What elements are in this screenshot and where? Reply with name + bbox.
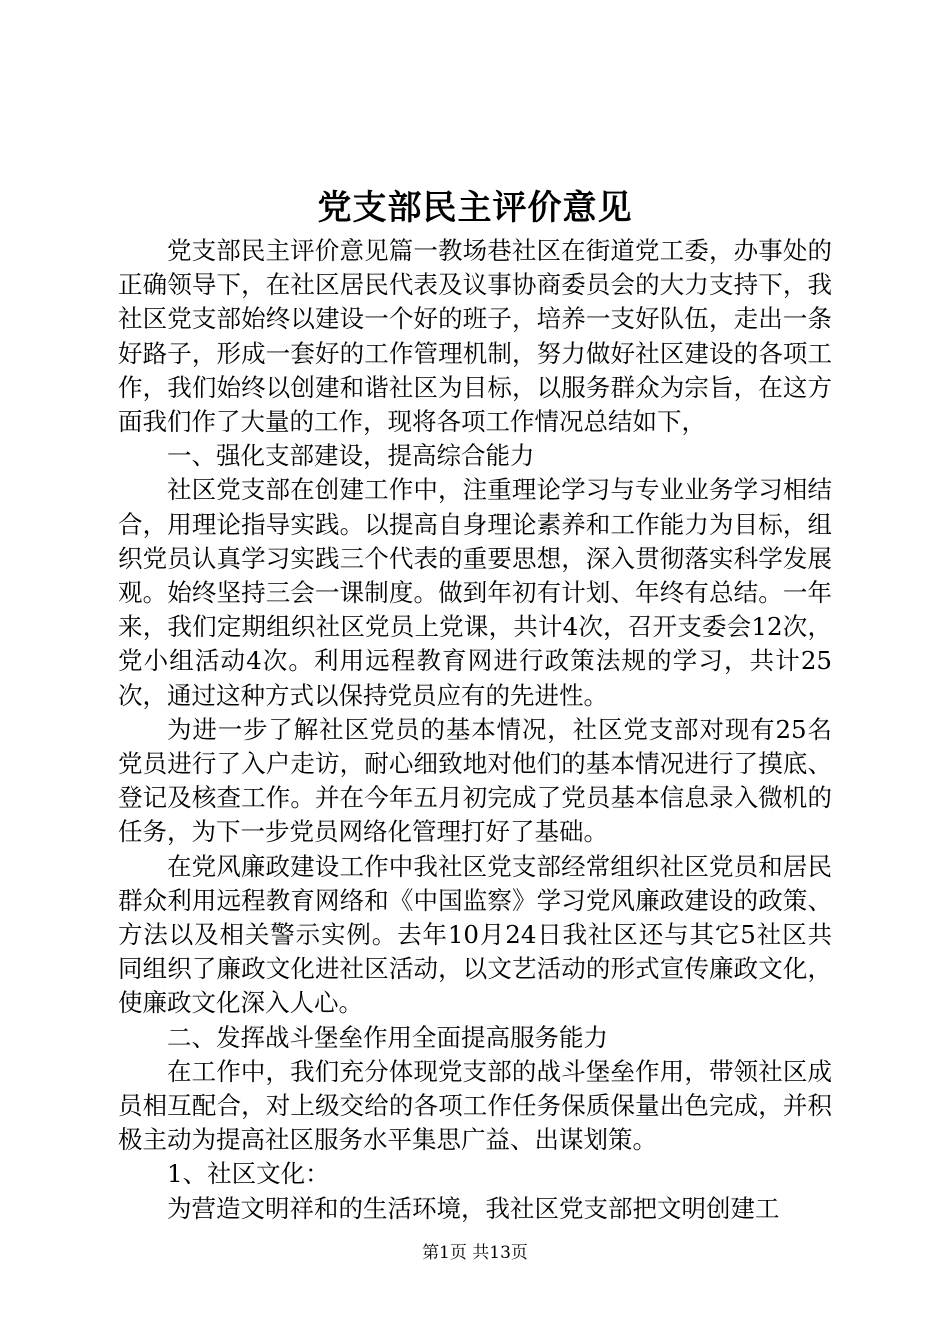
subheading-culture: 1、社区文化： [167,1159,330,1189]
document-body [118,234,832,1226]
section-heading-2: 二、发挥战斗堡垒作用全面提高服务能力 [167,1022,608,1052]
paragraph-members: 为进一步了解社区党员的基本情况，社区党支部对现有25名党员进行了入户走访，耐心细致地对他们的基本情况进行了摸底、登记及核查工作。并在今年五月初完成了党员基本信息录入微机的任务，为下一步党员网络化管理打好了基础。 [118,714,832,847]
page-number: 第1页 共13页 [422,1243,528,1263]
paragraph-integrity: 在党风廉政建设工作中我社区党支部经常组织社区党员和居民群众利用远程教育网络和《中国监察》学习党风廉政建设的政策、方法以及相关警示实例。去年10月24日我社区还与其它5社区共同组织了廉政文化进社区活动，以文艺活动的形式宣传廉政文化，使廉政文化深入人心。 [118,851,832,1018]
paragraph-study: 社区党支部在创建工作中，注重理论学习与专业业务学习相结合，用理论指导实践。以提高自身理论素养和工作能力为目标，组织党员认真学习实践三个代表的重要思想，深入贯彻落实科学发展观。始终坚持三会一课制度。做到年初有计划、年终有总结。一年来，我们定期组织社区党员上党课，共计4次，召开支委会12次，党小组活动4次。利用远程教育网进行政策法规的学习，共计25次，通过这种方式以保持党员应有的先进性。 [118,475,832,710]
paragraph-intro: 党支部民主评价意见篇一教场巷社区在街道党工委，办事处的正确领导下，在社区居民代表及议事协商委员会的大力支持下，我社区党支部始终以建设一个好的班子，培养一支好队伍，走出一条好路子，形成一套好的工作管理机制，努力做好社区建设的各项工作，我们始终以创建和谐社区为目标，以服务群众为宗旨，在这方面我们作了大量的工作，现将各项工作情况总结如下， [118,236,832,437]
section-heading-1: 一、强化支部建设，提高综合能力 [167,441,535,471]
paragraph-culture: 为营造文明祥和的生活环境，我社区党支部把文明创建工 [167,1193,780,1223]
paragraph-service: 在工作中，我们充分体现党支部的战斗堡垒作用，带领社区成员相互配合，对上级交给的各项工作任务保质保量出色完成，并积极主动为提高社区服务水平集思广益、出谋划策。 [118,1056,832,1155]
document-title: 党支部民主评价意见 [317,188,633,228]
